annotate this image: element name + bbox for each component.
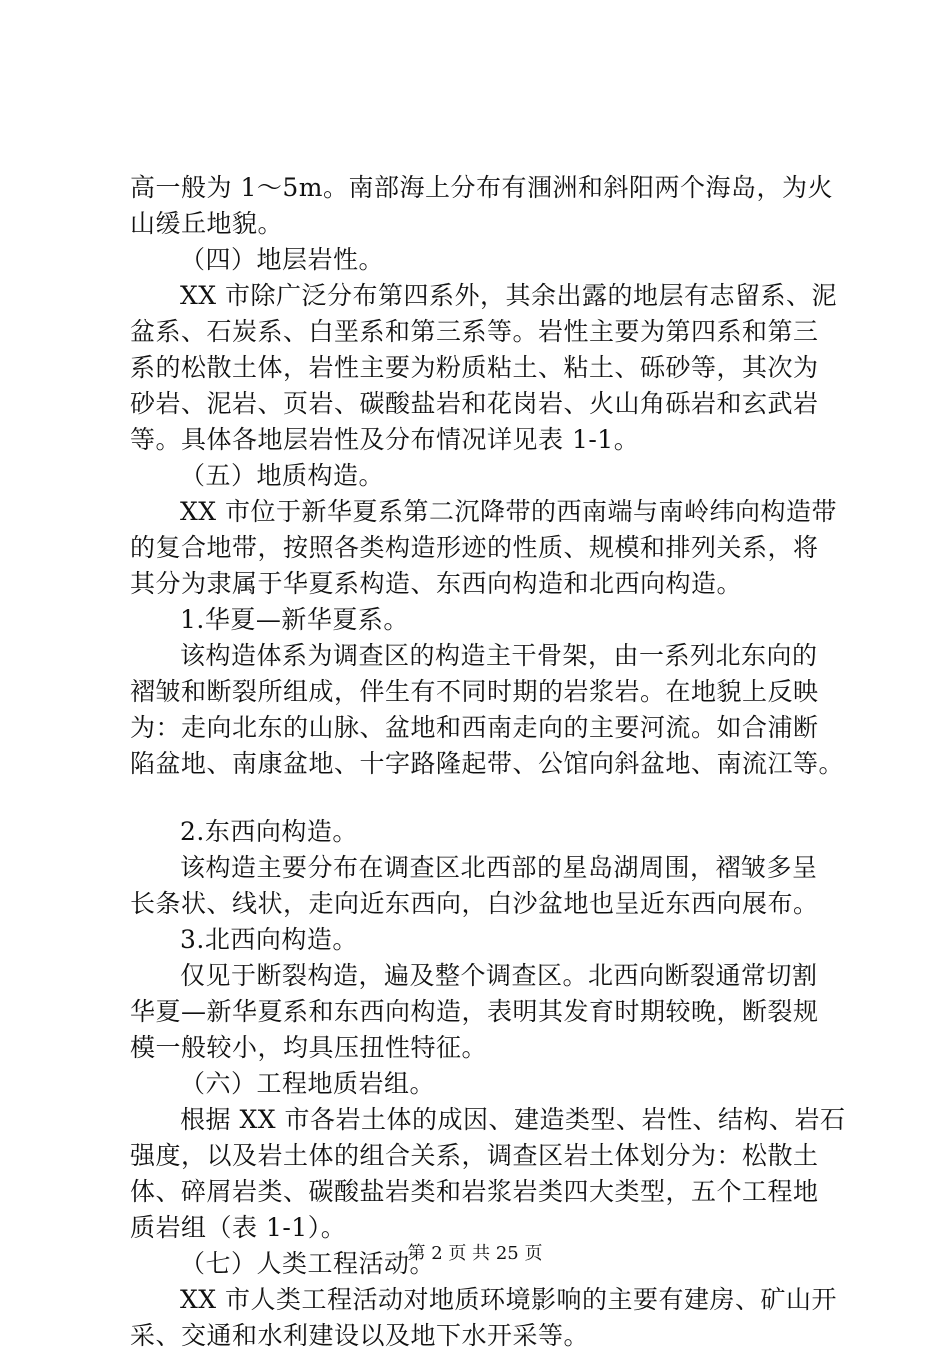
text-line: 盆系、石炭系、白垩系和第三系等。岩性主要为第四系和第三 xyxy=(130,317,819,346)
text-line: 采、交通和水利建设以及地下水开采等。 xyxy=(130,1321,590,1350)
subsection-heading: 1.华夏—新华夏系。 xyxy=(180,605,409,634)
text-line: 为：走向北东的山脉、盆地和西南走向的主要河流。如合浦断 xyxy=(130,713,819,742)
text-line: XX 市除广泛分布第四系外，其余出露的地层有志留系、泥 xyxy=(180,281,838,310)
text-line: 等。具体各地层岩性及分布情况详见表 1-1。 xyxy=(130,425,640,454)
text-line: 根据 XX 市各岩土体的成因、建造类型、岩性、结构、岩石 xyxy=(180,1105,846,1134)
text-line: 该构造体系为调查区的构造主干骨架，由一系列北东向的 xyxy=(180,641,818,670)
text-line: 该构造主要分布在调查区北西部的星岛湖周围，褶皱多呈 xyxy=(180,853,818,882)
subsection-heading: 3.北西向构造。 xyxy=(180,925,358,954)
text-line: 长条状、线状，走向近东西向，白沙盆地也呈近东西向展布。 xyxy=(130,889,819,918)
text-line: 砂岩、泥岩、页岩、碳酸盐岩和花岗岩、火山角砾岩和玄武岩 xyxy=(130,389,819,418)
paragraph-gap xyxy=(130,782,850,814)
text-line: 强度，以及岩土体的组合关系，调查区岩土体划分为：松散土 xyxy=(130,1141,819,1170)
text-line: XX 市人类工程活动对地质环境影响的主要有建房、矿山开 xyxy=(180,1285,838,1314)
text-line: 模一般较小，均具压扭性特征。 xyxy=(130,1033,488,1062)
text-line: 陷盆地、南康盆地、十字路隆起带、公馆向斜盆地、南流江等。 xyxy=(130,749,845,778)
text-line: 褶皱和断裂所组成，伴生有不同时期的岩浆岩。在地貌上反映 xyxy=(130,677,819,706)
text-line: 华夏—新华夏系和东西向构造，表明其发育时期较晚，断裂规 xyxy=(130,997,819,1026)
text-line: 体、碎屑岩类、碳酸盐岩类和岩浆岩类四大类型，五个工程地 xyxy=(130,1177,819,1206)
section-heading: （七）人类工程活动。 xyxy=(180,1249,436,1278)
text-line: XX 市位于新华夏系第二沉降带的西南端与南岭纬向构造带 xyxy=(180,497,838,526)
text-line: 其分为隶属于华夏系构造、东西向构造和北西向构造。 xyxy=(130,569,743,598)
text-line: 的复合地带，按照各类构造形迹的性质、规模和排列关系，将 xyxy=(130,533,819,562)
text-line: 质岩组（表 1-1）。 xyxy=(130,1213,347,1242)
text-line: 高一般为 1～5m。南部海上分布有涠洲和斜阳两个海岛，为火 xyxy=(130,173,833,202)
section-heading: （五）地质构造。 xyxy=(180,461,385,490)
page-number-footer: 第 2 页 共 25 页 xyxy=(407,1243,543,1264)
text-line: 仅见于断裂构造，遍及整个调查区。北西向断裂通常切割 xyxy=(180,961,818,990)
subsection-heading: 2.东西向构造。 xyxy=(180,817,358,846)
section-heading: （四）地层岩性。 xyxy=(180,245,385,274)
section-heading: （六）工程地质岩组。 xyxy=(180,1069,436,1098)
text-line: 系的松散土体，岩性主要为粉质粘土、粘土、砾砂等，其次为 xyxy=(130,353,819,382)
document-body xyxy=(130,170,850,1354)
text-line: 山缓丘地貌。 xyxy=(130,209,284,238)
